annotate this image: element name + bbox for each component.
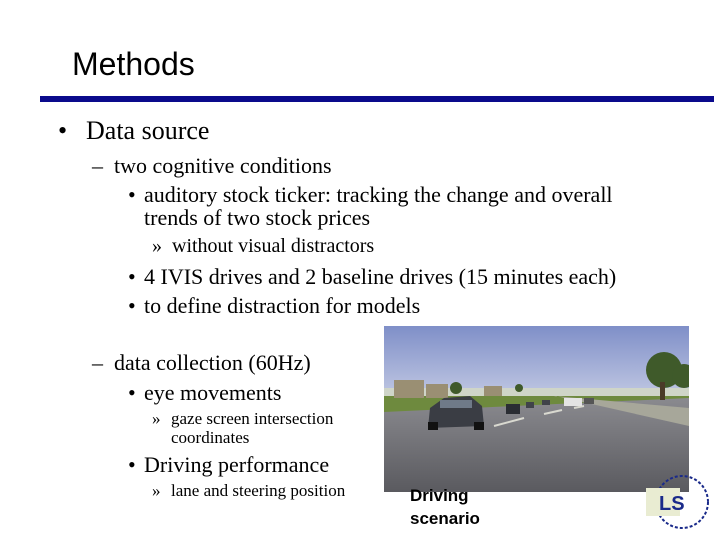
title-rule bbox=[40, 96, 714, 102]
logo-text: LS bbox=[659, 493, 685, 515]
logo-emblem-icon bbox=[636, 470, 716, 532]
bullet-define-distraction bbox=[128, 293, 420, 319]
bullet-marker: • bbox=[128, 182, 136, 207]
dash-marker: – bbox=[92, 350, 103, 375]
bullet-text: gaze screen intersection bbox=[171, 409, 334, 428]
bullet-text: auditory stock ticker: tracking the change and overall bbox=[144, 182, 613, 207]
bullet-lane-steering bbox=[152, 481, 345, 501]
bullet-text: 4 IVIS drives and 2 baseline drives (15 minutes each) bbox=[144, 264, 617, 289]
bullet-text: data collection (60Hz) bbox=[114, 350, 311, 375]
bullet-marker: • bbox=[128, 452, 136, 477]
bullet-marker: • bbox=[128, 380, 136, 405]
bullet-text: Driving performance bbox=[144, 452, 330, 477]
driving-scene-graphic bbox=[384, 326, 689, 492]
bullet-text: to define distraction for models bbox=[144, 293, 421, 318]
bullet-without-visual bbox=[152, 235, 374, 258]
bullet-marker: • bbox=[58, 116, 68, 145]
bullet-marker: • bbox=[128, 293, 136, 318]
raquo-marker: » bbox=[152, 409, 161, 428]
bullet-eye-movements bbox=[128, 380, 281, 406]
figure-caption bbox=[410, 484, 480, 530]
bullet-text: eye movements bbox=[144, 380, 282, 405]
driving-scenario-image bbox=[384, 326, 689, 492]
bullet-text: without visual distractors bbox=[172, 235, 375, 257]
bullet-ivis-drives bbox=[128, 264, 616, 290]
lab-logo bbox=[636, 470, 716, 532]
caption-line-2: scenario bbox=[410, 509, 480, 528]
bullet-data-source bbox=[58, 116, 209, 146]
bullet-text: two cognitive conditions bbox=[114, 153, 332, 178]
raquo-marker: » bbox=[152, 235, 162, 257]
bullet-gaze bbox=[152, 409, 333, 429]
raquo-marker: » bbox=[152, 481, 161, 500]
bullet-text: Data source bbox=[86, 116, 210, 145]
bullet-data-collection bbox=[92, 350, 311, 376]
bullet-two-conditions bbox=[92, 153, 332, 179]
bullet-marker: • bbox=[128, 264, 136, 289]
bullet-driving-performance bbox=[128, 452, 329, 478]
bullet-text: lane and steering position bbox=[171, 481, 346, 500]
dash-marker: – bbox=[92, 153, 103, 178]
bullet-stock-ticker-cont: trends of two stock prices bbox=[144, 205, 371, 230]
slide-title: Methods bbox=[72, 46, 195, 82]
caption-line-1: Driving bbox=[410, 486, 469, 505]
bullet-gaze-cont: coordinates bbox=[171, 428, 250, 447]
